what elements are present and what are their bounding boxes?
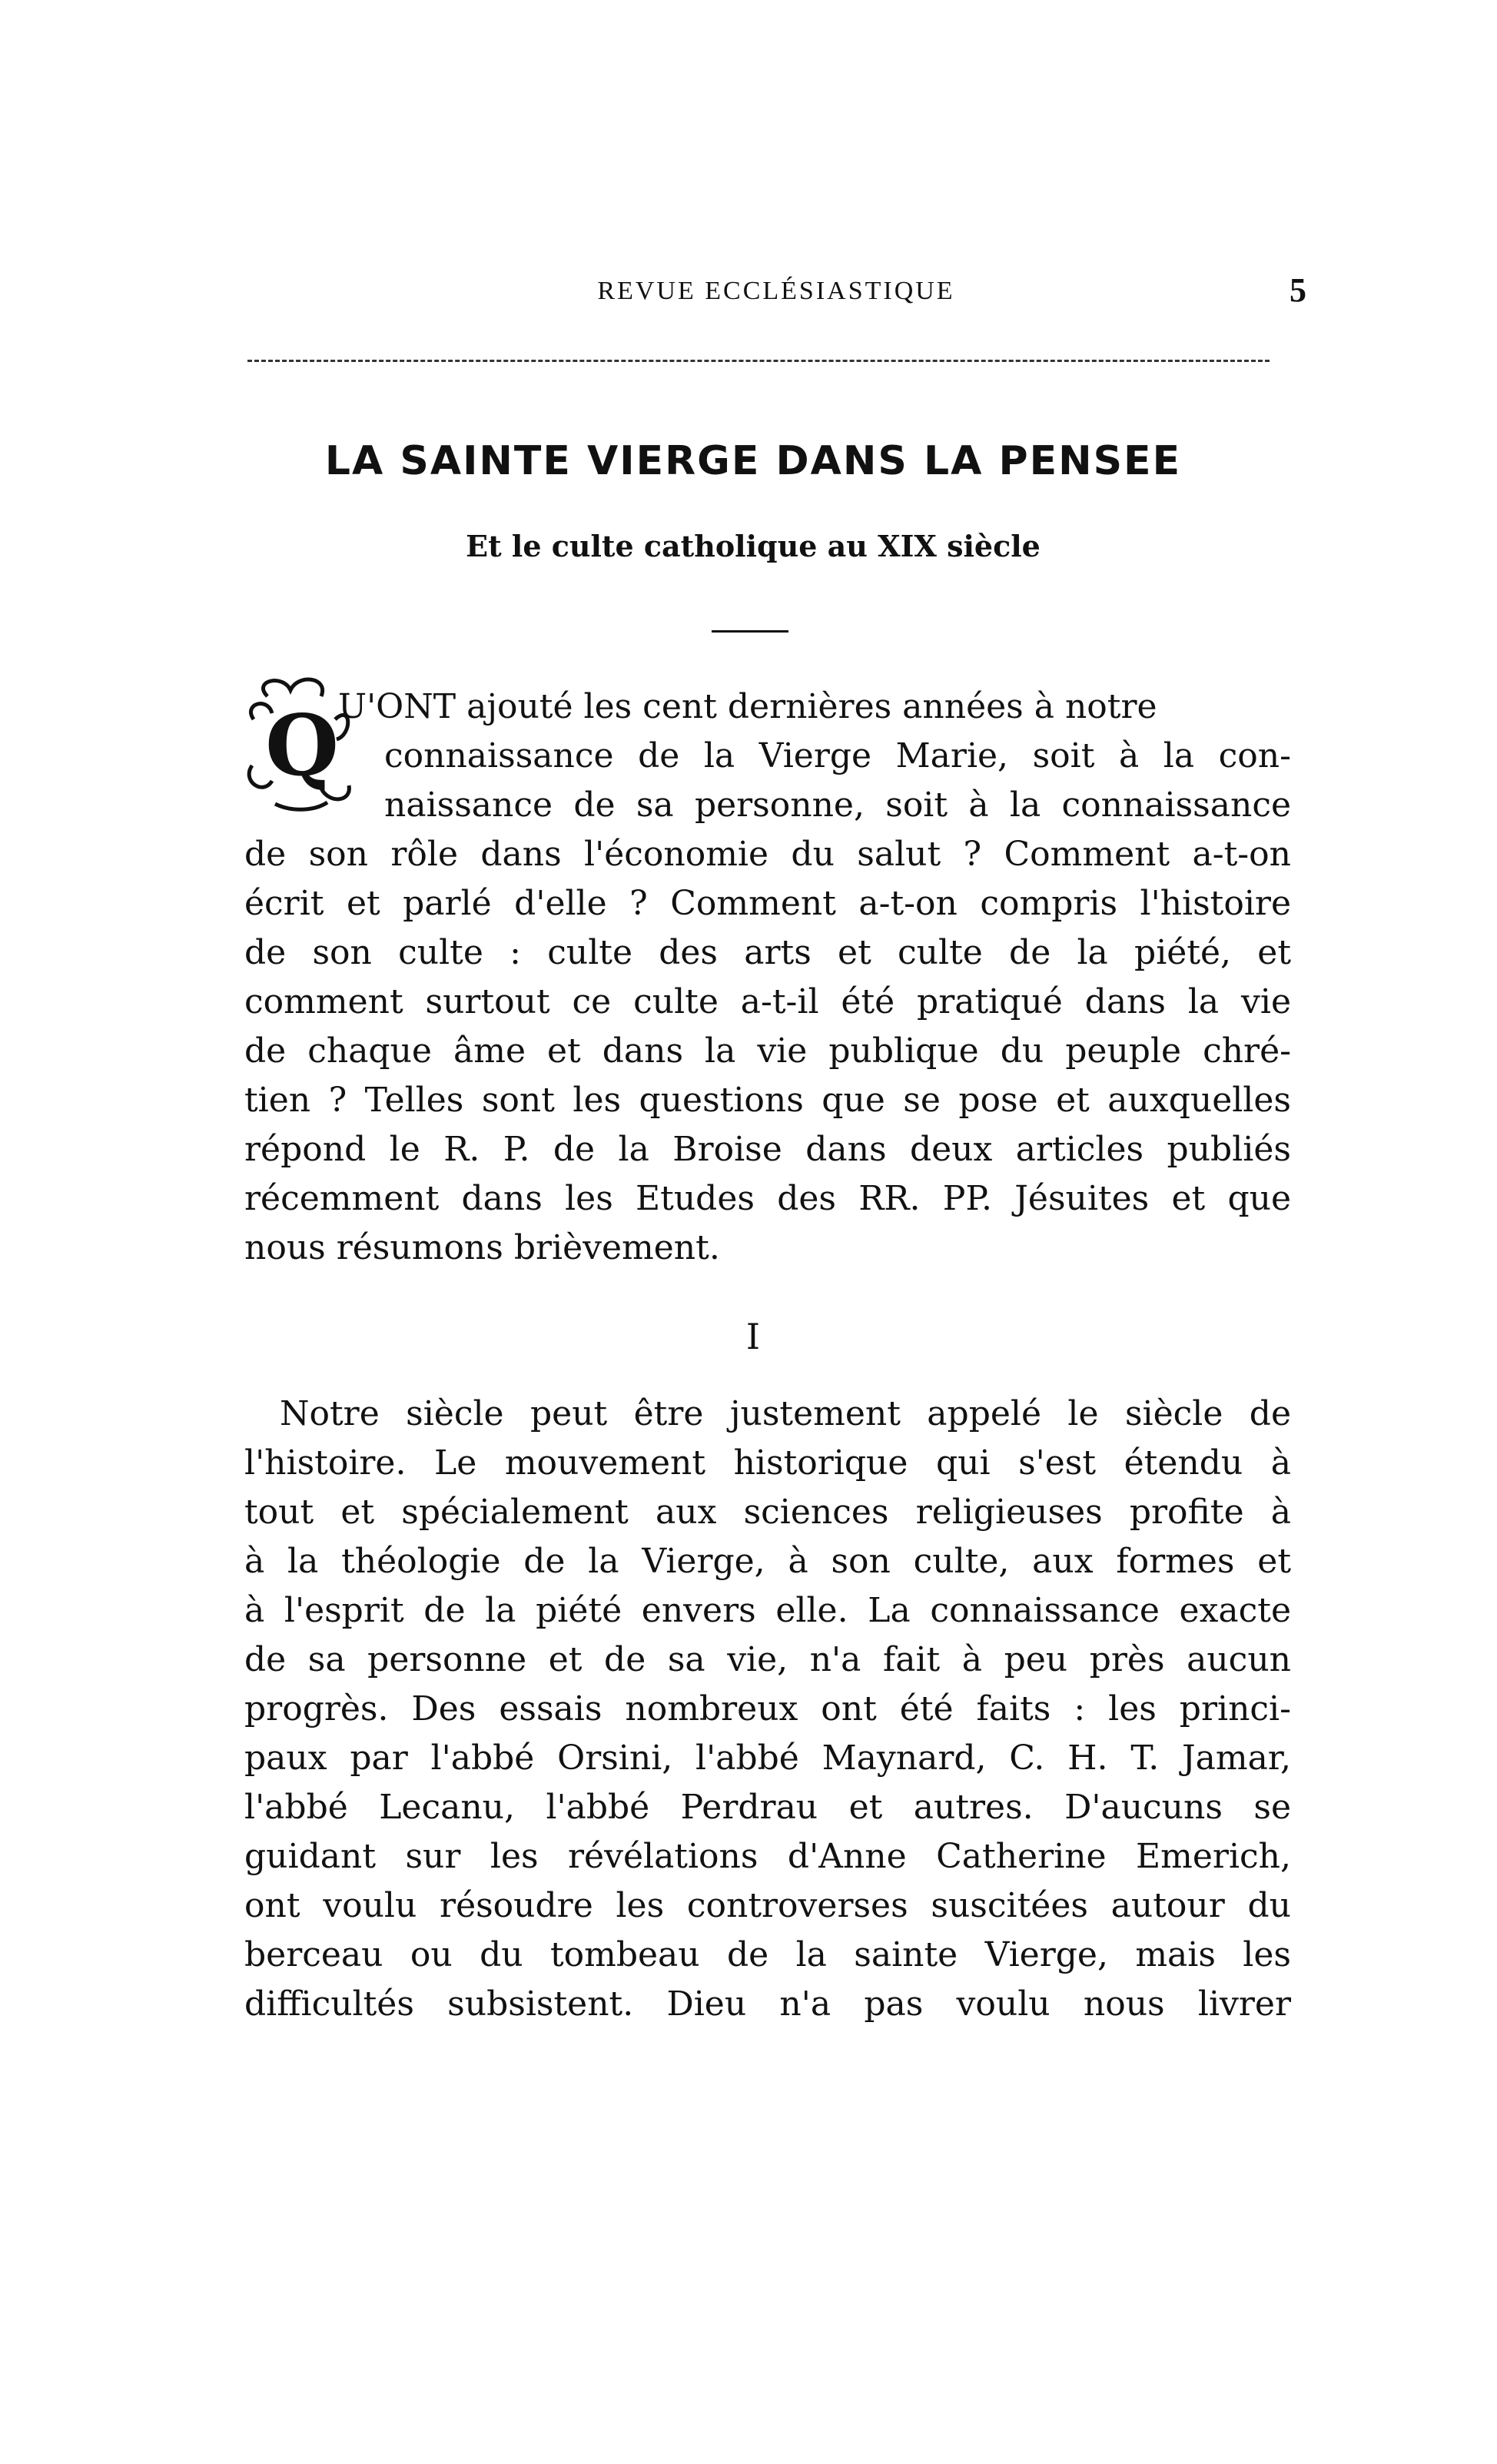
text-line: progrès. Des essais nombreux ont été faits : les princi- <box>244 1689 1291 1728</box>
intro-first-line: U'ONT ajouté les cent dernières années à notre <box>338 687 1157 726</box>
text-line: à la théologie de la Vierge, à son culte, aux formes et <box>244 1542 1291 1581</box>
text-line: difficultés subsistent. Dieu n'a pas voulu nous livrer <box>244 1984 1291 2024</box>
text-line: ont voulu résoudre les controverses suscitées autour du <box>244 1886 1291 1925</box>
text-line: comment surtout ce culte a-t-il été pratiqué dans la vie <box>244 982 1291 1021</box>
page-number: 5 <box>1290 271 1306 309</box>
running-head-title: REVUE ECCLÉSIASTIQUE <box>597 277 955 305</box>
drop-cap-letter: Q <box>265 696 339 795</box>
text-line: berceau ou du tombeau de la sainte Vierge, mais les <box>244 1935 1291 1974</box>
text-line: paux par l'abbé Orsini, l'abbé Maynard, C. H. T. Jamar, <box>244 1738 1291 1778</box>
text-line: de chaque âme et dans la vie publique du peuple chré- <box>244 1031 1291 1071</box>
article-subtitle: Et le culte catholique au XIX siècle <box>466 529 1041 563</box>
intro-paragraph <box>244 830 1291 1273</box>
text-line: écrit et parlé d'elle ? Comment a-t-on compris l'histoire <box>244 884 1291 923</box>
text-line: à l'esprit de la piété envers elle. La connaissance exacte <box>244 1591 1291 1630</box>
text-line: naissance de sa personne, soit à la connaissance <box>384 785 1291 825</box>
text-line: répond le R. P. de la Broise dans deux articles publiés <box>244 1130 1291 1169</box>
running-head <box>246 271 1306 317</box>
text-line: l'abbé Lecanu, l'abbé Perdrau et autres. D'aucuns se <box>244 1788 1291 1827</box>
text-line: de sa personne et de sa vie, n'a fait à peu près aucun <box>244 1640 1291 1679</box>
header-divider <box>247 360 1270 362</box>
text-line: guidant sur les révélations d'Anne Catherine Emerich, <box>244 1837 1291 1876</box>
text-line: de son culte : culte des arts et culte de la piété, et <box>244 933 1291 972</box>
text-line: tien ? Telles sont les questions que se pose et auxquelles <box>244 1081 1291 1120</box>
text-line: Notre siècle peut être justement appelé le siècle de <box>280 1394 1291 1433</box>
text-line: récemment dans les Etudes des RR. PP. Jésuites et que <box>244 1179 1291 1218</box>
article-title: LA SAINTE VIERGE DANS LA PENSEE <box>324 438 1182 484</box>
text-line: connaissance de la Vierge Marie, soit à la con- <box>384 736 1291 775</box>
title-divider <box>712 630 788 633</box>
text-line: de son rôle dans l'économie du salut ? Comment a-t-on <box>244 835 1291 874</box>
intro-indented-lines <box>384 732 1291 830</box>
text-line: l'histoire. Le mouvement historique qui s'est étendu à <box>244 1443 1291 1483</box>
text-line: tout et spécialement aux sciences religieuses profite à <box>244 1493 1291 1532</box>
section-numeral: I <box>745 1316 761 1357</box>
body-paragraph <box>244 1390 1291 2029</box>
text-line: nous résumons brièvement. <box>244 1228 720 1267</box>
